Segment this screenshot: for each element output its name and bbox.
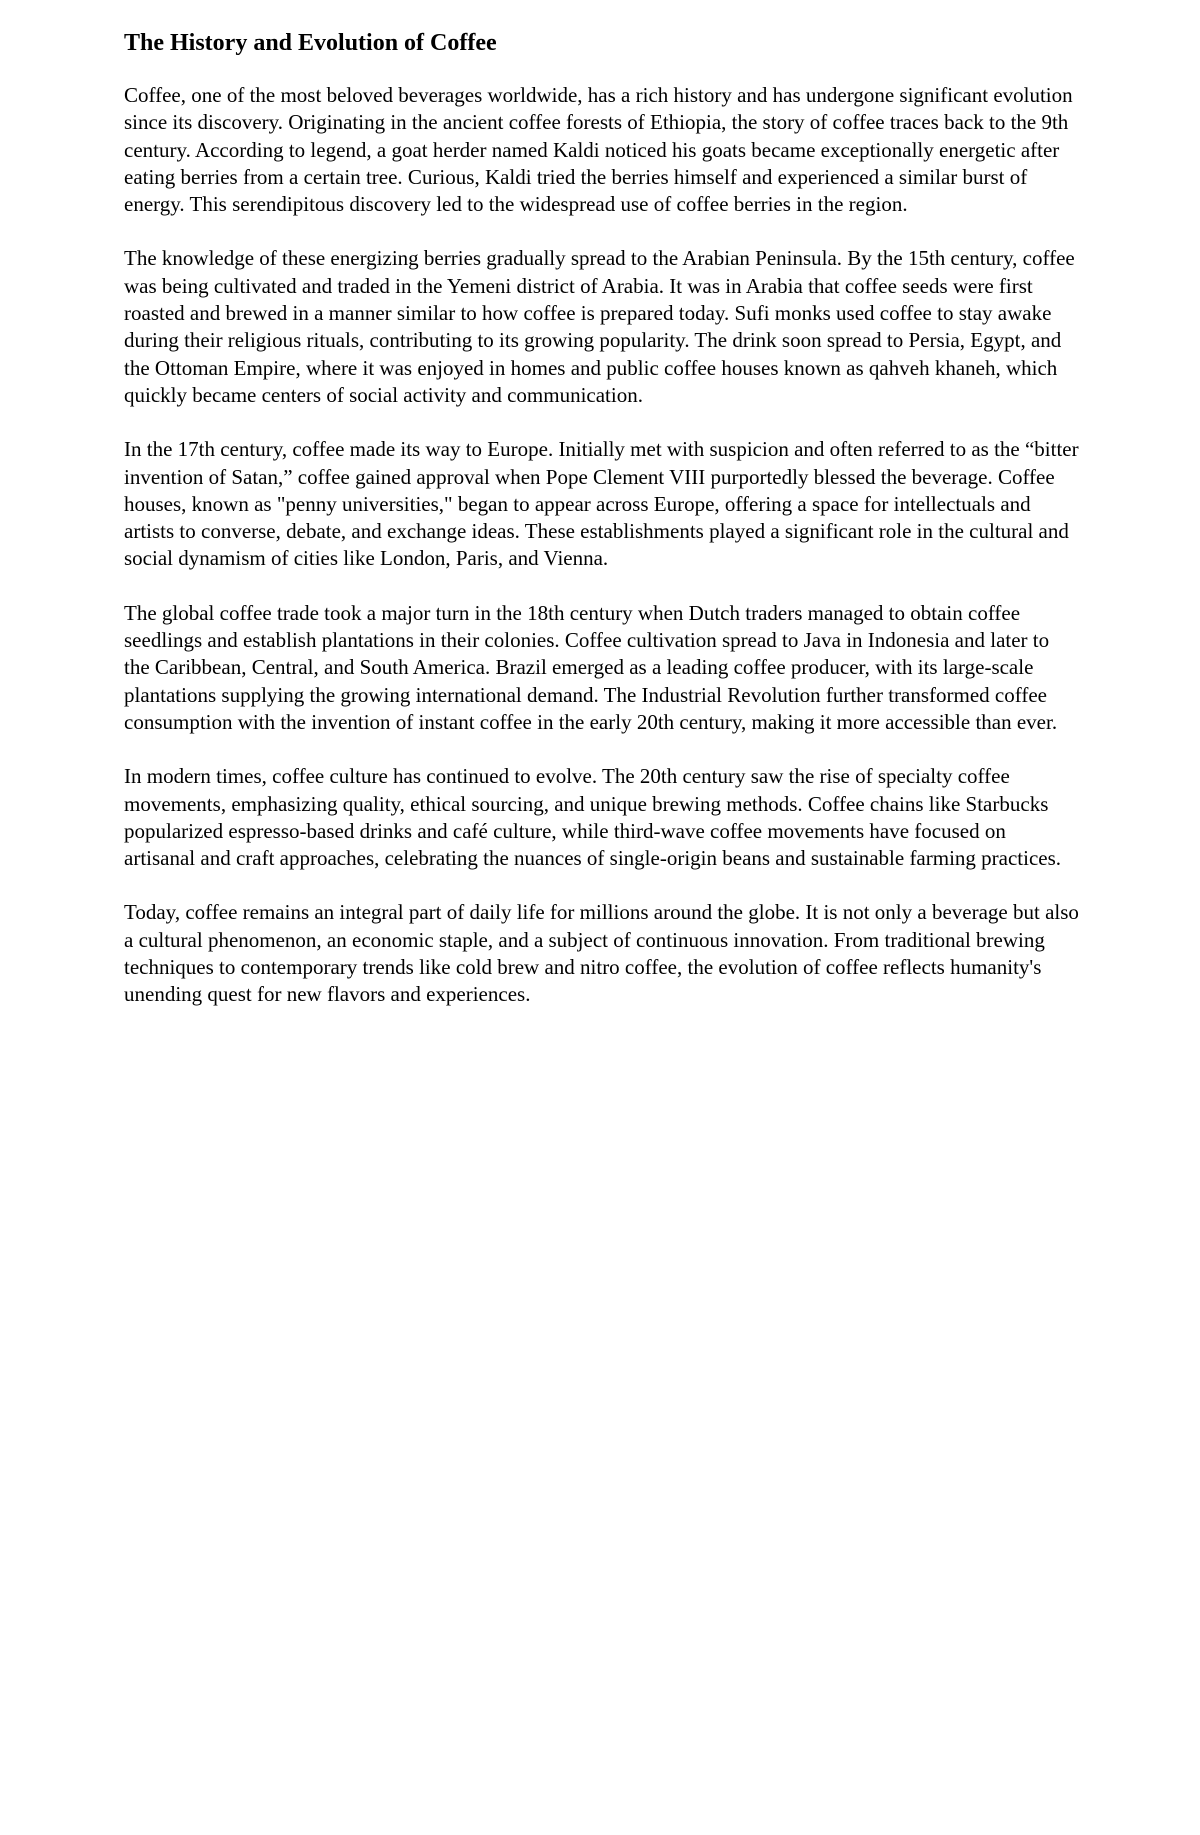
paragraph-modern-culture: In modern times, coffee culture has continued to evolve. The 20th century saw the rise of specialty coffee movements, emphasizing quality, ethical sourcing, and unique brewing methods. Coffee chains like Starbucks popularized espresso-based drinks and café culture, while third-wave coffee movements have focused on artisanal and craft approaches, celebrating the nuances of single-origin beans and sustainable farming practices. — [124, 764, 1062, 871]
document-title: The History and Evolution of Coffee — [124, 30, 497, 56]
paragraph-arabian-spread: The knowledge of these energizing berries gradually spread to the Arabian Peninsula. By the 15th century, coffee was being cultivated and traded in the Yemeni district of Arabia. It was in Arabia that coffee seeds were first roasted and brewed in a manner similar to how coffee is prepared today. Sufi monks used coffee to stay awake during their religious rituals, contributing to its growing popularity. The drink soon spread to Persia, Egypt, and the Ottoman Empire, where it was enjoyed in homes and public coffee houses known as qahveh khaneh, which quickly became centers of social activity and communication. — [124, 246, 1075, 407]
paragraph-today: Today, coffee remains an integral part of daily life for millions around the globe. It is not only a beverage but also a cultural phenomenon, an economic staple, and a subject of continuous innovation. From traditional brewing techniques to contemporary trends like cold brew and nitro coffee, the evolution of coffee reflects humanity's unending quest for new flavors and experiences. — [124, 900, 1079, 1007]
document-page — [124, 26, 1080, 1036]
paragraph-global-trade: The global coffee trade took a major turn in the 18th century when Dutch traders managed to obtain coffee seedlings and establish plantations in their colonies. Coffee cultivation spread to Java in Indonesia and later to the Caribbean, Central, and South America. Brazil emerged as a leading coffee producer, with its large-scale plantations supplying the growing international demand. The Industrial Revolution further transformed coffee consumption with the invention of instant coffee in the early 20th century, making it more accessible than ever. — [124, 600, 1058, 734]
paragraph-europe-arrival: In the 17th century, coffee made its way to Europe. Initially met with suspicion and often referred to as the “bitter invention of Satan,” coffee gained approval when Pope Clement VIII purportedly blessed the beverage. Coffee houses, known as "penny universities," began to appear across Europe, offering a space for intellectuals and artists to converse, debate, and exchange ideas. These establishments played a significant role in the cultural and social dynamism of cities like London, Paris, and Vienna. — [124, 437, 1079, 571]
paragraph-ethiopia-origins: Coffee, one of the most beloved beverages worldwide, has a rich history and has undergone significant evolution since its discovery. Originating in the ancient coffee forests of Ethiopia, the story of coffee traces back to the 9th century. According to legend, a goat herder named Kaldi noticed his goats became exceptionally energetic after eating berries from a certain tree. Curious, Kaldi tried the berries himself and experienced a similar burst of energy. This serendipitous discovery led to the widespread use of coffee berries in the region. — [124, 83, 1073, 217]
